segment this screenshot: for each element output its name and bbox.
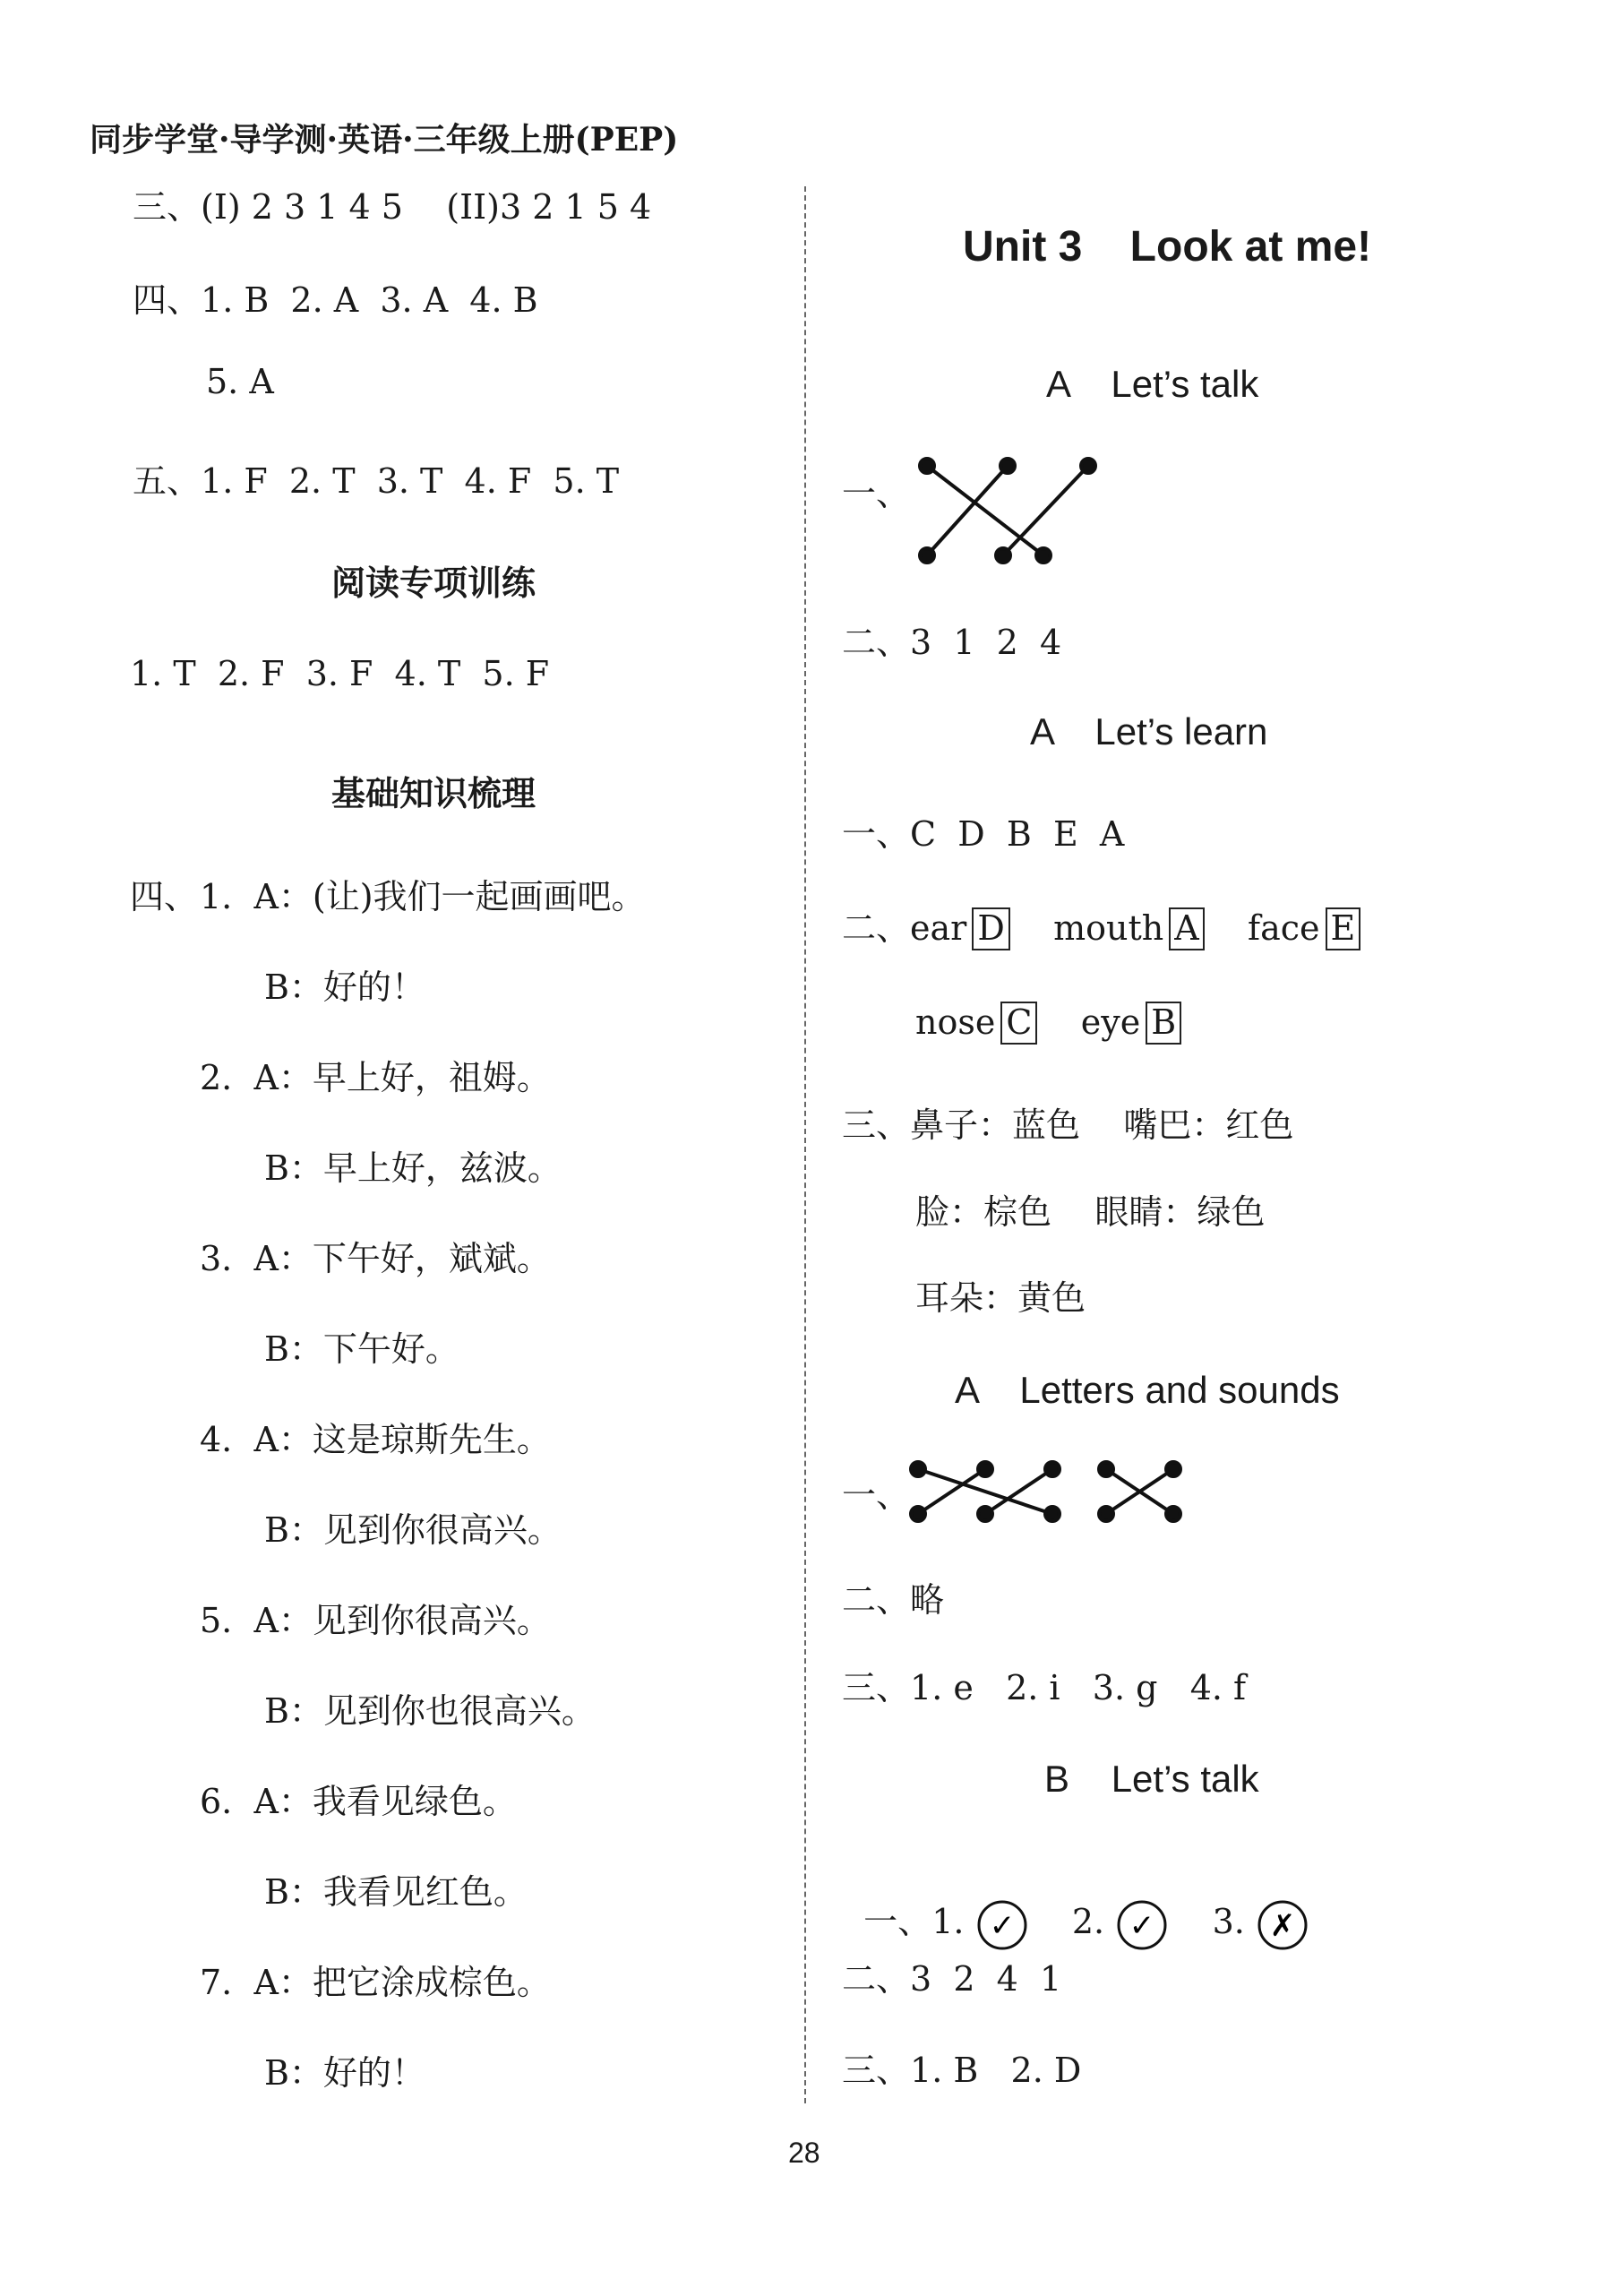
basics-item-line-b: B：我看见红色。: [264, 1872, 528, 1912]
talk-b-q1: [842, 1854, 1309, 1952]
match-dot: [978, 1462, 992, 1476]
match-dot: [911, 1507, 925, 1521]
word: mouth: [1053, 908, 1164, 948]
learn-a-q1-label: 一、: [842, 814, 911, 854]
basics-item-num: 1.: [200, 877, 233, 916]
basics-label: 四、: [130, 877, 199, 916]
letters-q2-label: 二、: [842, 1580, 911, 1620]
svg-text:✓: ✓: [1129, 1907, 1155, 1944]
match-line: [927, 466, 1043, 555]
basics-item-line-a: A：早上好，祖姆。: [253, 1058, 551, 1097]
basics-item-a: [200, 1774, 517, 1823]
learn-a-q2-row1: [842, 900, 1360, 950]
match-line: [927, 466, 1008, 555]
basics-item-a: [200, 1955, 551, 2004]
left-s3: [133, 179, 651, 228]
letters-q2-text: 略: [910, 1580, 945, 1620]
basics-item-line-b: B：下午好。: [264, 1329, 459, 1369]
learn-a-q3-line1: [842, 1097, 1293, 1147]
basics-item-a: [200, 1412, 551, 1461]
basics-item-line-a: A：(让)我们一起画画吧。: [253, 877, 646, 916]
match-dot: [978, 1507, 992, 1521]
reading-answers: 1. T 2. F 3. F 4. T 5. F: [130, 654, 550, 693]
s4-text1: 1. B 2. A 3. A 4. B: [201, 280, 538, 320]
learn-a-q2-label: 二、: [842, 908, 911, 948]
match-line: [1003, 466, 1088, 555]
learn-a-q1-text: C D B E A: [910, 814, 1125, 854]
basics-item-line-a: A：下午好，斌斌。: [253, 1239, 551, 1278]
talk-a-title: A Let’s talk: [1046, 363, 1259, 405]
left-s4-line1: [133, 272, 538, 322]
cross-circle-icon: [1256, 1898, 1309, 1952]
basics-item-num: 3.: [200, 1239, 233, 1278]
answer-box: E: [1326, 907, 1361, 950]
check-circle-icon: [1115, 1898, 1169, 1952]
basics-title: 基础知识梳理: [331, 773, 536, 813]
basics-item-a: [200, 1231, 551, 1280]
talk-b-title: B Let’s talk: [1044, 1758, 1259, 1800]
talk-b-q2-text: 3 2 4 1: [910, 1959, 1062, 1999]
match-dot: [1045, 1507, 1060, 1521]
left-s4-line2: 5. A: [206, 362, 274, 401]
svg-text:✓: ✓: [989, 1907, 1015, 1944]
s4-label: 四、: [133, 280, 202, 320]
learn-a-q2-row2: [915, 1002, 1181, 1045]
learn-a-q3-text1: 鼻子：蓝色 嘴巴：红色: [910, 1105, 1294, 1145]
match-dot: [1045, 1462, 1060, 1476]
unit-title: Unit 3 Look at me!: [963, 223, 1372, 271]
match-dot: [911, 1462, 925, 1476]
basics-item-line-a: A：我看见绿色。: [253, 1782, 517, 1821]
talk-a-q1-label: 一、: [842, 474, 911, 513]
basics-item-num: 6.: [200, 1782, 233, 1821]
basics-item-line-b: B：好的！: [264, 2053, 425, 2093]
match-dot: [920, 459, 934, 473]
talk-b-q2-label: 二、: [842, 1959, 911, 1999]
talk-b-q3: [842, 2042, 1081, 2092]
s3-label: 三、: [133, 187, 202, 227]
basics-item-a: [200, 869, 646, 918]
mark-num: 3.: [1212, 1902, 1245, 1941]
letters-q3-text: 1. e 2. i 3. g 4. f: [910, 1668, 1247, 1707]
answer-box: C: [1000, 1002, 1037, 1045]
letters-q3-label: 三、: [842, 1668, 911, 1707]
basics-item-num: 4.: [200, 1420, 233, 1459]
letters-q1-label: 一、: [842, 1475, 911, 1515]
word: face: [1248, 908, 1320, 948]
talk-a-q2-text: 3 1 2 4: [910, 623, 1062, 662]
answer-box: D: [972, 907, 1009, 950]
basics-item-a: [200, 1050, 551, 1099]
learn-a-q3-line2: 脸：棕色 眼睛：绿色: [915, 1192, 1266, 1232]
mark-num: 1.: [931, 1902, 965, 1941]
basics-item-line-b: B：早上好，兹波。: [264, 1148, 562, 1188]
basics-item-line-b: B：见到你也很高兴。: [264, 1691, 596, 1731]
svg-text:✗: ✗: [1269, 1907, 1296, 1944]
talk-a-q2: [842, 615, 1061, 664]
talk-b-q3-label: 三、: [842, 2051, 911, 2090]
letters-title: A Letters and sounds: [955, 1369, 1340, 1411]
learn-a-title: A Let’s learn: [1030, 710, 1268, 752]
match-dot: [1099, 1507, 1113, 1521]
page-header: 同步学堂·导学测·英语·三年级上册(PEP): [90, 121, 679, 159]
letters-q2: [842, 1572, 944, 1621]
basics-item-line-a: A：见到你很高兴。: [253, 1601, 551, 1640]
basics-item-line-b: B：好的！: [264, 967, 425, 1007]
match-dot: [996, 548, 1010, 563]
word: eye: [1080, 1002, 1141, 1042]
basics-item-num: 7.: [200, 1963, 233, 2002]
talk-b-q1-label: 一、: [863, 1902, 932, 1941]
basics-item-line-a: A：这是琼斯先生。: [253, 1420, 551, 1459]
basics-item-line-b: B：见到你很高兴。: [264, 1510, 562, 1550]
s5-text: 1. F 2. T 3. T 4. F 5. T: [201, 461, 620, 501]
page-number: 28: [788, 2137, 820, 2169]
match-dot: [1099, 1462, 1113, 1476]
learn-a-q3-line3: 耳朵：黄色: [915, 1278, 1086, 1318]
match-lines-2: [905, 1456, 1191, 1527]
basics-item-line-a: A：把它涂成棕色。: [253, 1963, 551, 2002]
match-lines-1: [914, 452, 1106, 569]
learn-a-q1: [842, 806, 1124, 856]
basics-item-num: 5.: [200, 1601, 233, 1640]
talk-b-q3-text: 1. B 2. D: [910, 2051, 1082, 2090]
match-dot: [1166, 1462, 1180, 1476]
column-divider: [804, 186, 806, 2103]
left-s5: [133, 453, 619, 503]
match-dot: [920, 548, 934, 563]
s3-text: (I) 2 3 1 4 5 (II)3 2 1 5 4: [201, 187, 652, 227]
basics-item-num: 2.: [200, 1058, 233, 1097]
match-dot: [1166, 1507, 1180, 1521]
letters-q3: [842, 1660, 1246, 1709]
basics-item-a: [200, 1593, 551, 1642]
match-dot: [1036, 548, 1051, 563]
talk-b-q2: [842, 1951, 1061, 2000]
talk-a-q2-label: 二、: [842, 623, 911, 662]
learn-a-q3-label: 三、: [842, 1105, 911, 1145]
word: ear: [910, 908, 967, 948]
match-dot: [1000, 459, 1015, 473]
answer-box: B: [1146, 1002, 1181, 1045]
check-circle-icon: [975, 1898, 1029, 1952]
answer-box: A: [1169, 907, 1204, 950]
match-line: [985, 1469, 1052, 1514]
word: nose: [915, 1002, 996, 1042]
match-line: [918, 1469, 985, 1514]
s5-label: 五、: [133, 461, 202, 501]
match-dot: [1081, 459, 1095, 473]
mark-num: 2.: [1071, 1902, 1105, 1941]
reading-title: 阅读专项训练: [331, 563, 536, 603]
